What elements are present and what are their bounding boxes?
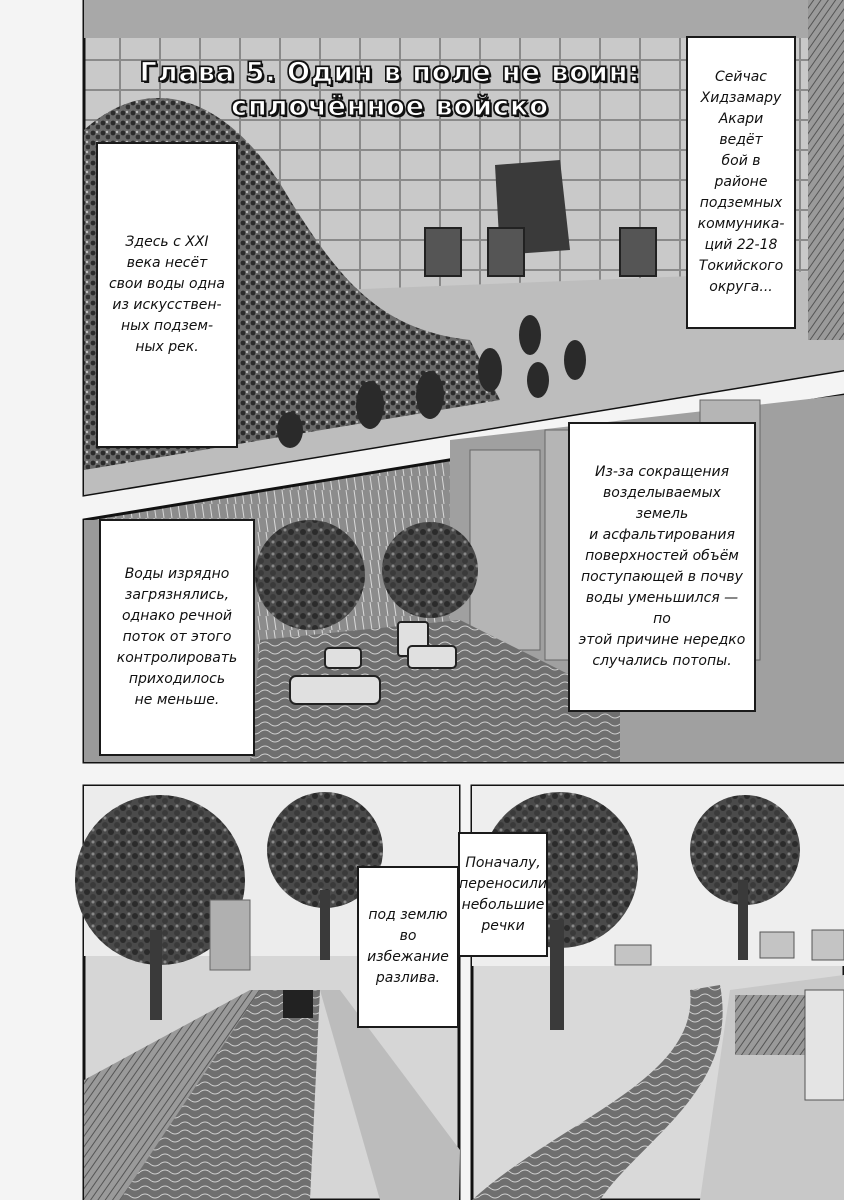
- caption-river-history: Здесь с XXI века несёт свои воды одна из искусствен- ных подзем- ных рек.: [96, 142, 238, 448]
- caption-current-location: Сейчас Хидзамару Акари ведёт бой в районе подземных коммуника- ций 22-18 Токийского округа...: [686, 36, 796, 329]
- caption-rivers-moved: Поначалу, переносили небольшие речки: [458, 832, 548, 957]
- caption-pollution: Воды изрядно загрязнялись, однако речной поток от этого контролировать приходилось не меньше.: [99, 519, 255, 756]
- caption-flooding-cause: Из-за сокращения возделываемых земель и асфальтирования поверхностей объём поступающей в почву воды уменьшился — по этой причине нередко случались потопы.: [568, 422, 756, 712]
- chapter-title: Глава 5. Один в поле не воин: сплочённое войско: [139, 57, 641, 122]
- caption-underground: под землю во избежание разлива.: [357, 866, 459, 1028]
